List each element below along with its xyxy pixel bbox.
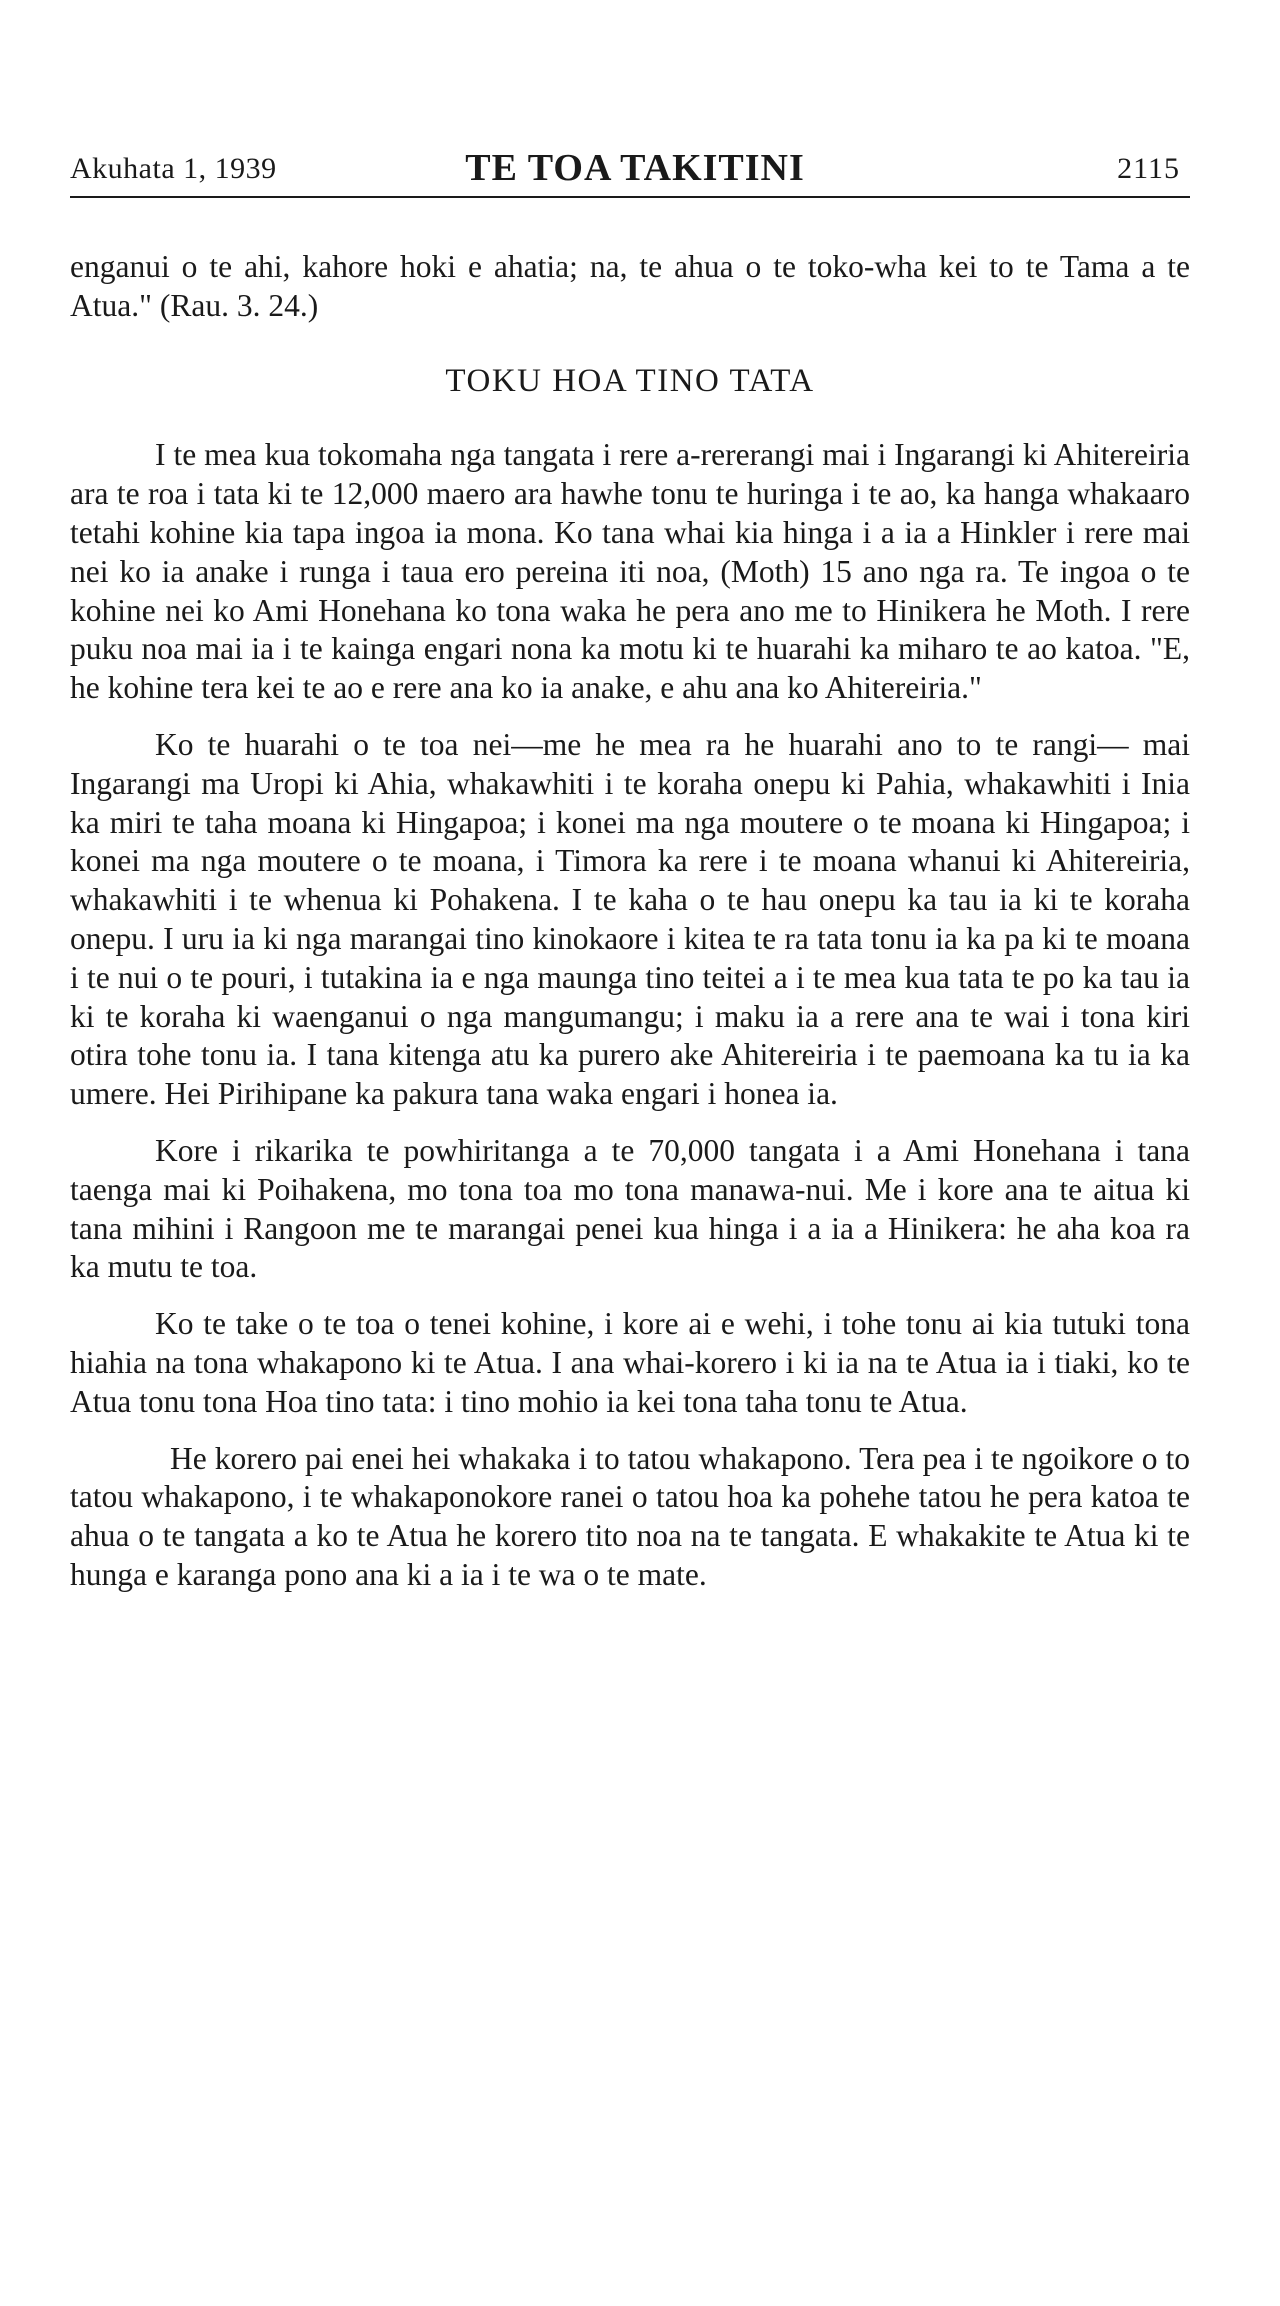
article-body	[70, 248, 1190, 1595]
paragraph-3: Kore i rikarika te powhiritanga a te 70,000 tangata i a Ami Honehana i tana taenga mai ki Poihakena, mo tona toa mo tona manawa-nui. Me i kore ana te aitua ki tana mihini i Rangoon me te marangai penei kua hinga i a ia a Hinikera: he aha koa ra ka mutu te toa.	[70, 1132, 1190, 1285]
page-header	[70, 140, 1200, 200]
paragraph-5: He korero pai enei hei whakaka i to tatou whakapono. Tera pea i te ngoikore o to tatou whakapono, i te whakaponokore ranei o tatou hoa ka pohehe tatou he pera katoa te ahua o te tangata a ko te Atua he korero tito noa na te tangata. E whakakite te Atua ki te hunga e karanga pono ana ki a ia i te wa o te mate.	[70, 1440, 1190, 1592]
header-rule	[70, 196, 1190, 198]
intro-paragraph: enganui o te ahi, kahore hoki e ahatia; na, te ahua o te toko-wha kei to te Tama a te Atua." (Rau. 3. 24.)	[70, 249, 1190, 323]
header-date: Akuhata 1, 1939	[70, 152, 277, 185]
page-number: 2115	[1117, 152, 1180, 185]
article-heading: TOKU HOA TINO TATA	[445, 362, 815, 399]
paragraph-1: I te mea kua tokomaha nga tangata i rere a-rererangi mai i Ingarangi ki Ahitereiria ara te roa i tata ki te 12,000 maero ara hawhe tonu te huringa i te ao, ka hanga whakaaro tetahi kohine kia tapa ingoa ia mona. Ko tana whai kia hinga i a ia a Hinkler i rere mai nei ko ia anake i runga i taua ero pereina iti noa, (Moth) 15 ano nga ra. Te ingoa o te kohine nei ko Ami Honehana ko tona waka he pera ano me to Hinikera he Moth. I rere puku noa mai ia i te kainga engari nona ka motu ki te huarahi ka miharo te ao katoa. "E, he kohine tera kei te ao e rere ana ko ia anake, e ahu ana ko Ahitereiria."	[70, 437, 1190, 706]
publication-title: TE TOA TAKITINI	[465, 147, 805, 189]
paragraph-4: Ko te take o te toa o tenei kohine, i kore ai e wehi, i tohe tonu ai kia tutuki tona hiahia na tona whakapono ki te Atua. I ana whai-korero i ki ia na te Atua ia i tiaki, ko te Atua tonu tona Hoa tino tata: i tino mohio ia kei tona taha tonu te Atua.	[70, 1306, 1190, 1419]
document-page	[70, 140, 1200, 1592]
paragraph-2: Ko te huarahi o te toa nei—me he mea ra he huarahi ano to te rangi— mai Ingarangi ma Uropi ki Ahia, whakawhiti i te koraha onepu ki Pahia, whakawhiti i Inia ka miri te taha moana ki Hingapoa; i konei ma nga moutere o te moana ki Hingapoa; i konei ma nga moutere o te moana, i Timora ka rere i te moana whanui ki Ahitereiria, whakawhiti i te whenua ki Pohakena. I te kaha o te hau onepu ka tau ia ki te koraha onepu. I uru ia ki nga marangai tino kinokaore i kitea te ra tata tonu ia ka pa ki te moana i te nui o te pouri, i tutakina ia e nga maunga tino teitei a i te mea kua tata te po ka tau ia ki te koraha ki waenganui o nga mangumangu; i maku ia a rere ana te wai i tona kiri otira tohe tonu ia. I tana kitenga atu ka purero ake Ahitereiria i te paemoana ka tu ia ka umere. Hei Pirihipane ka pakura tana waka engari i honea ia.	[70, 726, 1190, 1112]
